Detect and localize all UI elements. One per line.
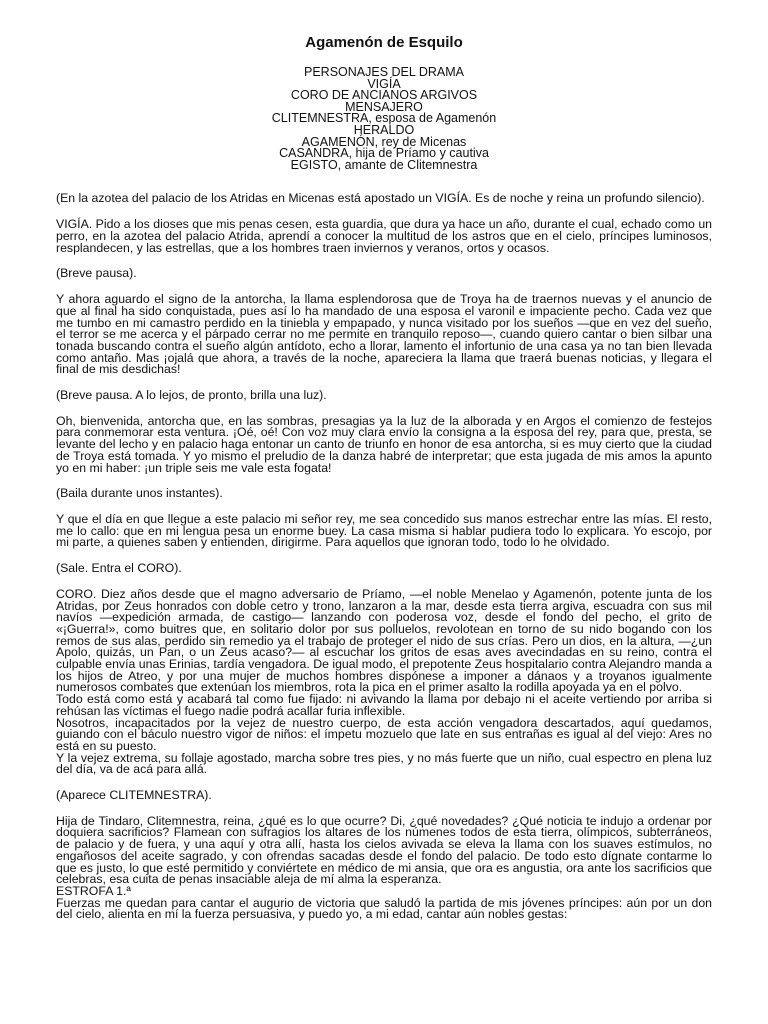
paragraph-line: CORO. Diez años desde que el magno adversario de Príamo, —el noble Menelao y Agamenón, potente junta de los Atridas, por Zeus honrados con doble cetro y trono, lanzaron a la mar, desde esta tierra argiva, escuadra con sus mil navíos —expedición armada, de castigo— lanzando con poderosa voz, desde el fondo del pecho, el grito de «¡Guerra!», como buitres que, en solitario dolor por sus polluelos, revolotean en torno de su nido bogando con los remos de sus alas, perdido sin remedio ya el trabajo de proteger el nido de sus crías. Pero un dios, en la altura, —¿un Apolo, quizás, un Pan, o un Zeus acaso?— al escuchar los gritos de esas aves avecindadas en su reino, contra el culpable envía unas Erinias, tardía vengadora. De igual modo, el prepotente Zeus hospitalario contra Alejandro manda a los hijos de Atreo, y por una mujer de muchos hombres dispónese a imponer a dánaos y a troyanos igualmente numerosos combates que extenúan los miembros, rota la pica en el primer asalto la rodilla apoyada ya en el polvo. (56, 586, 712, 695)
stage-direction: (Baila durante unos instantes). (56, 486, 223, 501)
cast-item: CORO DE ANCIANOS ARGIVOS (290, 88, 478, 103)
dialogue-paragraph (56, 813, 712, 922)
cast-item: VIGÍA (367, 76, 401, 91)
cast-list (56, 67, 712, 171)
cast-item: MENSAJERO (345, 99, 423, 114)
stage-direction: (Sale. Entra el CORO). (56, 561, 182, 576)
dialogue-paragraph: Y que el día en que llegue a este palacio mi señor rey, me sea concedido sus manos estrechar entre las mías. El resto, me lo callo: que en mi lengua pesa un enorme buey. La casa misma si hablar pudiera todo lo explicara. Yo escojo, por mi parte, a quienes saben y entienden, dirigirme. Para aquellos que ignoran todo, todo lo he olvidado. (56, 512, 712, 550)
paragraph-line: Y la vejez extrema, su follaje agostado, marcha sobre tres pies, y no más fuerte que un niño, cual espectro en plena luz del día, va de acá para allá. (56, 750, 712, 777)
paragraph-line: Fuerzas me quedan para cantar el augurio de victoria que saludó la partida de mis jóvenes príncipes: aún por un don del cielo, alienta en mí la fuerza persuasiva, y puedo yo, a mi edad, cantar aún nobles gestas: (56, 895, 712, 922)
cast-item: HERALDO (353, 122, 415, 137)
paragraph-line: Todo está como está y acabará tal como fue fijado: ni avivando la llama por debajo ni el aceite vertiendo por arriba si rehúsan las víctimas el fuego nadie podrá acallar furia inflexible. (56, 692, 712, 718)
stage-direction: (Breve pausa. A lo lejos, de pronto, brilla una luz). (56, 388, 327, 403)
cast-item: AGAMENÓN, rey de Micenas (301, 134, 467, 149)
paragraph-line: Hija de Tindaro, Clitemnestra, reina, ¿qué es lo que ocurre? Di, ¿qué novedades? ¿Qué noticia te indujo a ordenar por doquiera sacrificios? Flamean con sufragios los altares de los númenes todos de esta tierra, olímpicos, subterráneos, de palacio y de fuera, y una aquí y otra allí, hasta los cielos avivada se eleva la llama con los suaves estímulos, no engañosos del aceite sagrado, y con ofrendas sacadas desde el fondo del palacio. De todo esto dígnate contarme lo que es justo, lo que esté permitido y conviértete en médico de mi ansia, que ora es angustia, ora ante los sacrificios que celebras, esa cuita de penas insaciable aleja de mí alma la esperanza. (56, 813, 712, 887)
dialogue-paragraph: Oh, bienvenida, antorcha que, en las sombras, presagias ya la luz de la alborada y en Argos el comienzo de festejos para conmemorar esta ventura. ¡Oé, oé! Con voz muy clara envío la consigna a la esposa del rey, para que, presta, se levante del lecho y en palacio haga entonar un canto de triunfo en honor de esa antorcha, si es muy cierto que la ciudad de Troya está tomada. Y yo mismo el preludio de la danza habré de interpretar; que esta jugada de mis amos la apunto yo en mi haber: ¡un triple seis me vale esta fogata! (56, 413, 712, 475)
cast-item: EGISTO, amante de Clitemnestra (290, 157, 478, 172)
dialogue-paragraph: VIGÍA. Pido a los dioses que mis penas cesen, esta guardia, que dura ya hace un año, durante el cual, echado como un perro, en la azotea del palacio Atrida, aprendí a conocer la multitud de los astros que en el cielo, príncipes luminosos, resplandecen, y las estrellas, que a los hombres traen inviernos y veranos, ortos y ocasos. (56, 217, 712, 255)
paragraph-line: Nosotros, incapacitados por la vejez de nuestro cuerpo, de esta acción vengadora descartados, aquí quedamos, guiando con el báculo nuestro vigor de niños: el ímpetu mozuelo que late en sus entrañas es igual al del viejo: Ares no está en su puesto. (56, 715, 712, 753)
dialogue-paragraph: Y ahora aguardo el signo de la antorcha, la llama esplendorosa que de Troya ha de traernos nuevas y el anuncio de que al final ha sido conquistada, pues así lo ha mandado de una esposa el varonil e impaciente pecho. Cada vez que me tumbo en mi camastro perdido en la tiniebla y empapado, y nunca visitado por los sueños —que en vez del sueño, el terror se me acerca y el párpado cerrar no me permite en tranquilo reposo—, cuando quiero cantar o bien silbar una tonada buscando contra el sueño algún antídoto, echo a llorar, lamento el infortunio de una casa ya no tan bien llevada como antaño. Mas ¡ojalá que ahora, a través de la noche, apareciera la llama que traerá buenas noticias, y llegara el final de mis desdichas! (56, 292, 712, 377)
stage-direction: (Aparece CLITEMNESTRA). (56, 788, 212, 803)
paragraph-line: ESTROFA 1.ª (56, 883, 131, 898)
document-title: Agamenón de Esquilo (305, 34, 463, 51)
stage-direction: (Breve pausa). (56, 266, 137, 281)
stage-direction: (En la azotea del palacio de los Atridas en Micenas está apostado un VIGÍA. Es de noche y reina un profundo silencio). (56, 191, 705, 206)
cast-item: CLITEMNESTRA, esposa de Agamenón (271, 111, 497, 126)
cast-item: CASANDRA, hija de Príamo y cautiva (279, 146, 489, 161)
chorus-paragraph (56, 586, 712, 777)
cast-heading: PERSONAJES DEL DRAMA (304, 65, 464, 79)
